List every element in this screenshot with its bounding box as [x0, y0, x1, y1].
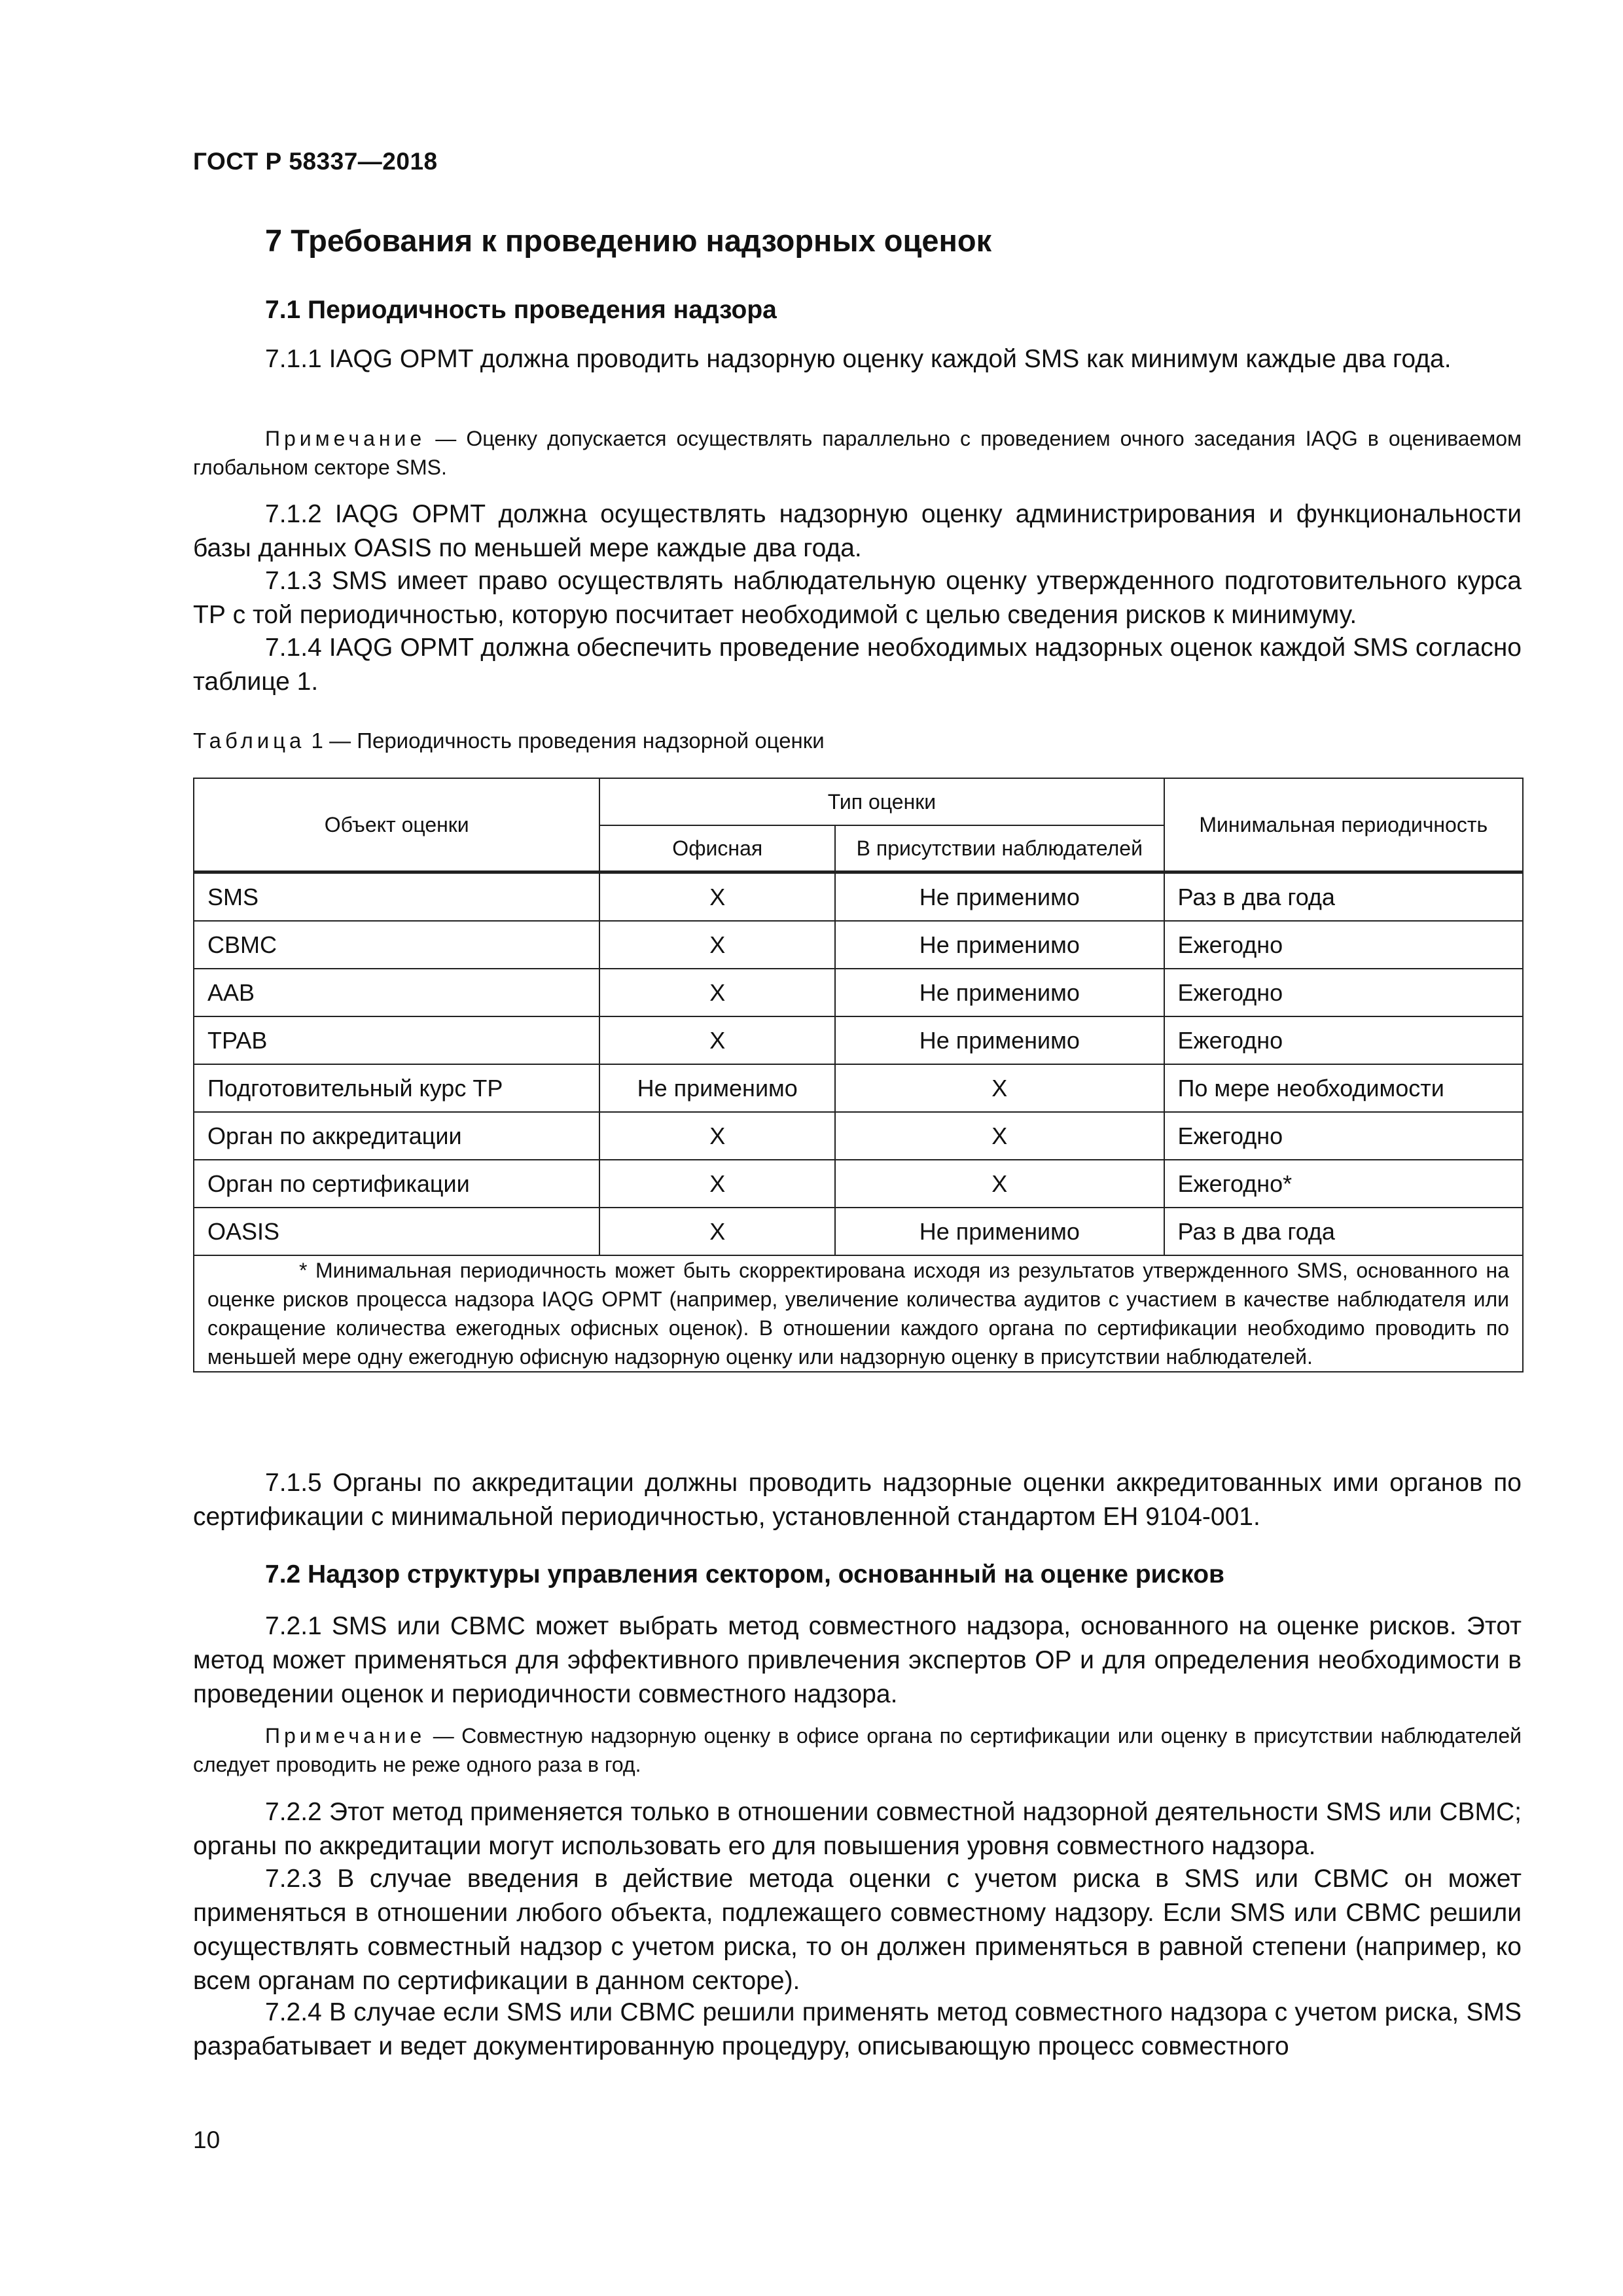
cell-object: TPAB [194, 1016, 599, 1064]
table-row [194, 969, 1523, 1016]
cell-object: AAB [194, 969, 599, 1016]
table-1-caption [193, 728, 825, 753]
paragraph-7-1-2: 7.1.2 IAQG OPMT должна осуществлять надзорную оценку администрирования и функциональности базы данных OASIS по меньшей мере каждые два года. [193, 500, 1522, 562]
table-footnote: * Минимальная периодичность может быть скорректирована исходя из результатов утвержденного SMS, основанного на оценке рисков процесса надзора IAQG OPMT (например, увеличение количества аудитов с участием в качестве наблюдателя или сокращение количества ежегодных офисных оценок). В отношении каждого органа по сертификации необходимо проводить по меньшей мере одну ежегодную офисную надзорную оценку или надзорную оценку в присутствии наблюдателей. [194, 1255, 1523, 1372]
note-label: Примечание [265, 1724, 426, 1748]
header-observer: В присутствии наблюдателей [835, 825, 1164, 872]
standard-header: ГОСТ Р 58337—2018 [193, 148, 438, 175]
cell-office: X [599, 872, 835, 922]
cell-object: OASIS [194, 1208, 599, 1255]
note-7-2 [193, 1721, 1522, 1779]
cell-office: X [599, 1112, 835, 1160]
cell-object: Орган по сертификации [194, 1160, 599, 1208]
cell-observer: X [835, 1064, 1164, 1112]
cell-object: Подготовительный курс ТР [194, 1064, 599, 1112]
header-object: Объект оценки [194, 778, 599, 872]
header-type: Тип оценки [599, 778, 1164, 825]
header-period: Минимальная периодичность [1164, 778, 1523, 872]
cell-period: Ежегодно [1164, 921, 1523, 969]
cell-observer: Не применимо [835, 1208, 1164, 1255]
paragraph-7-1-4: 7.1.4 IAQG OPMT должна обеспечить проведение необходимых надзорных оценок каждой SMS согласно таблице 1. [193, 634, 1522, 696]
table-row [194, 1208, 1523, 1255]
cell-period: Ежегодно [1164, 1016, 1523, 1064]
cell-object: SMS [194, 872, 599, 922]
cell-observer: X [835, 1112, 1164, 1160]
cell-period: Раз в два года [1164, 1208, 1523, 1255]
cell-period: Ежегодно [1164, 969, 1523, 1016]
page-number: 10 [193, 2126, 221, 2153]
table-1 [193, 778, 1524, 1372]
table-row [194, 872, 1523, 922]
table-row [194, 1160, 1523, 1208]
section-7-2-title: 7.2 Надзор структуры управления сектором, основанный на оценке рисков [265, 1560, 1225, 1588]
paragraph-7-2-4: 7.2.4 В случае если SMS или CBMC решили применять метод совместного надзора с учетом риска, SMS разрабатывает и ведет документированную процедуру, описывающую процесс совместного [193, 1998, 1522, 2060]
note-label: Примечание [265, 427, 426, 450]
table-caption-label: Таблица [193, 728, 306, 753]
table-row [194, 921, 1523, 969]
paragraph-7-2-3: 7.2.3 В случае введения в действие метода оценки с учетом риска в SMS или CBMC он может применяться в отношении любого объекта, подлежащего совместному надзору. Если SMS или CBMC решили осуществлять совместный надзор с учетом риска, то он должен применяться в равной степени (например, ко всем органам по сертификации в данном секторе). [193, 1865, 1522, 1995]
cell-period: Ежегодно* [1164, 1160, 1523, 1208]
table-caption-text: 1 — Периодичность проведения надзорной оценки [305, 728, 825, 753]
section-7-1-title: 7.1 Периодичность проведения надзора [265, 296, 777, 324]
cell-office: X [599, 1160, 835, 1208]
paragraph-7-1-3: 7.1.3 SMS имеет право осуществлять наблюдательную оценку утвержденного подготовительного курса ТР с той периодичностью, которую посчитает необходимой с целью сведения рисков к минимуму. [193, 567, 1522, 629]
cell-period: Раз в два года [1164, 872, 1523, 922]
section-7-title: 7 Требования к проведению надзорных оценок [265, 223, 992, 258]
cell-office: X [599, 921, 835, 969]
table-row [194, 1064, 1523, 1112]
paragraph-7-1-5: 7.1.5 Органы по аккредитации должны проводить надзорные оценки аккредитованных ими органов по сертификации с минимальной периодичностью, установленной стандартом ЕН 9104-001. [193, 1469, 1522, 1531]
note-text: — Совместную надзорную оценку в офисе органа по сертификации или оценку в присутствии наблюдателей следует проводить не реже одного раза в год. [193, 1724, 1522, 1776]
table-row [194, 1112, 1523, 1160]
cell-period: Ежегодно [1164, 1112, 1523, 1160]
cell-office: Не применимо [599, 1064, 835, 1112]
cell-observer: Не применимо [835, 872, 1164, 922]
cell-observer: X [835, 1160, 1164, 1208]
cell-observer: Не применимо [835, 1016, 1164, 1064]
note-7-1 [193, 424, 1522, 482]
cell-office: X [599, 1208, 835, 1255]
cell-observer: Не применимо [835, 921, 1164, 969]
note-text: — Оценку допускается осуществлять параллельно с проведением очного заседания IAQG в оцениваемом глобальном секторе SMS. [193, 427, 1522, 479]
table-row [194, 1016, 1523, 1064]
cell-object: Орган по аккредитации [194, 1112, 599, 1160]
cell-period: По мере необходимости [1164, 1064, 1523, 1112]
paragraph-7-1-1: 7.1.1 IAQG OPMT должна проводить надзорную оценку каждой SMS как минимум каждые два года. [265, 345, 1452, 373]
cell-office: X [599, 969, 835, 1016]
cell-observer: Не применимо [835, 969, 1164, 1016]
paragraph-7-2-2: 7.2.2 Этот метод применяется только в отношении совместной надзорной деятельности SMS или CBMC; органы по аккредитации могут использовать его для повышения уровня совместного надзора. [193, 1798, 1522, 1860]
cell-object: CBMC [194, 921, 599, 969]
cell-office: X [599, 1016, 835, 1064]
paragraph-7-2-1: 7.2.1 SMS или CBMC может выбрать метод совместного надзора, основанного на оценке рисков. Этот метод может применяться для эффективного привлечения экспертов ОР и для определения необходимости в проведении оценок и периодичности совместного надзора. [193, 1612, 1522, 1708]
header-office: Офисная [599, 825, 835, 872]
